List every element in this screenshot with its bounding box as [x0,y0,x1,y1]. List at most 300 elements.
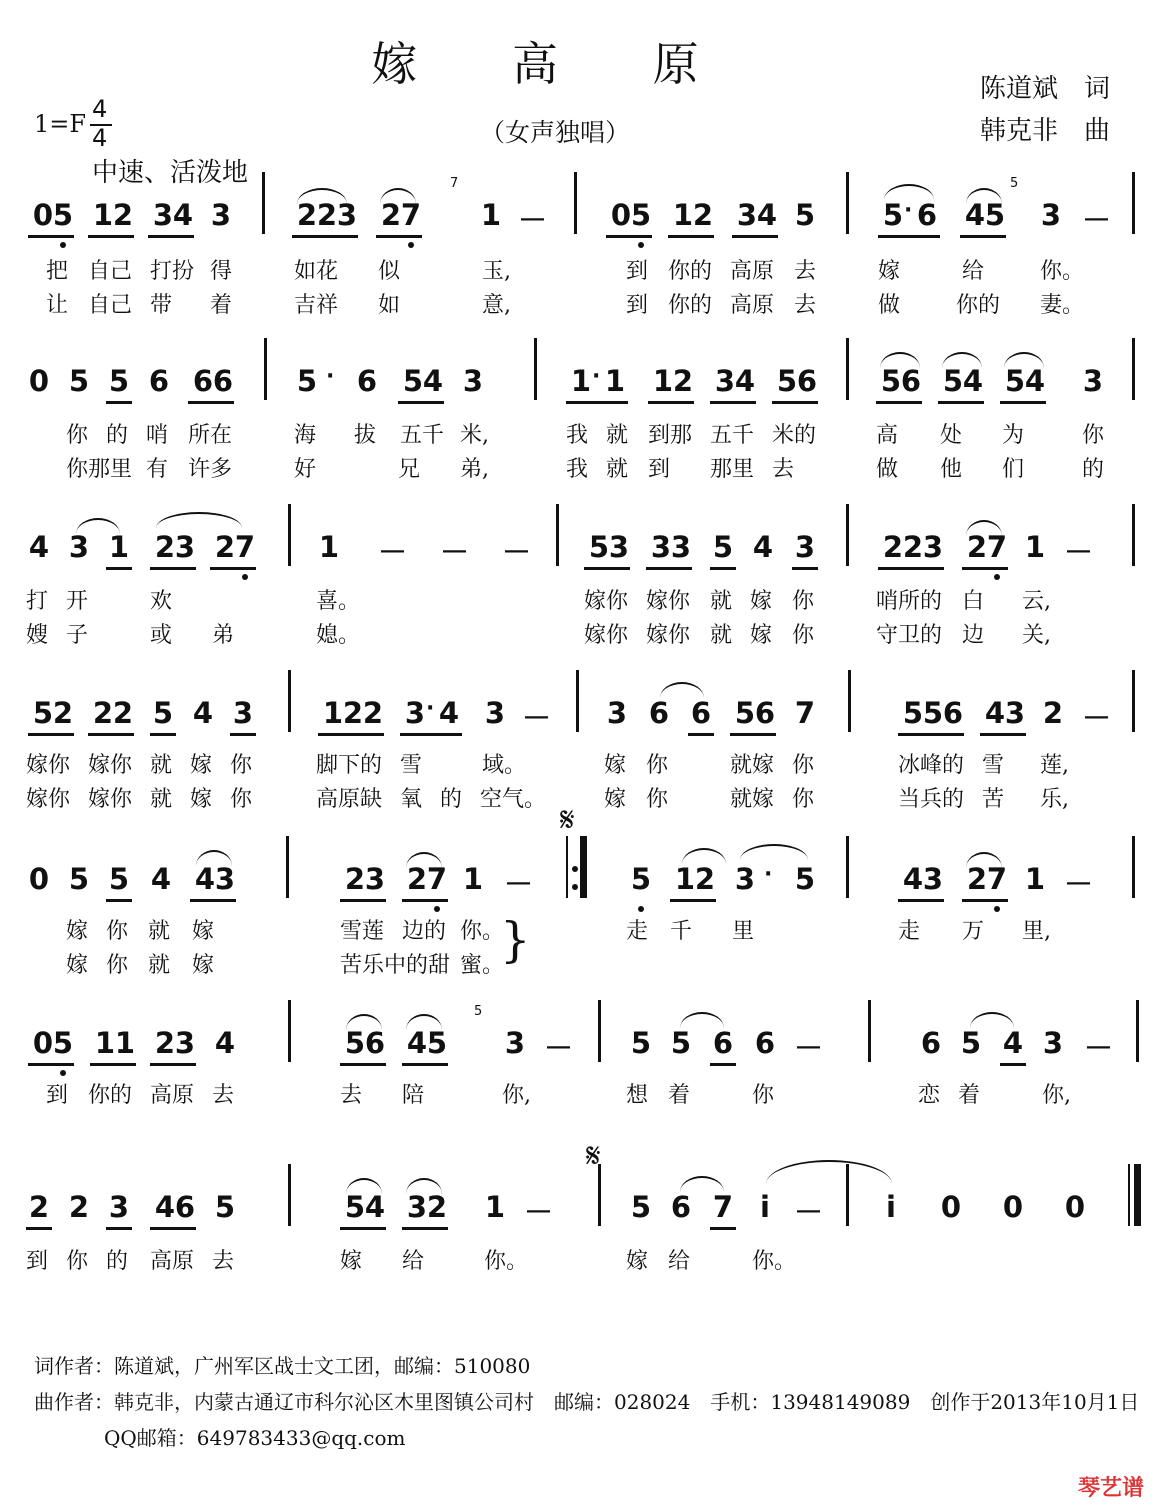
lyricist-credit: 陈道斌 词 [980,74,1111,104]
low-dot [638,242,644,248]
underline [960,235,1006,238]
lyric: 打扮 [150,259,195,284]
lyric: 的 [106,423,129,448]
note: 0 [1002,1190,1024,1224]
lyric: 去 [340,1083,363,1108]
underline [150,567,196,570]
underline [792,567,818,570]
note: 3 [734,862,756,896]
lyric: 做 [878,293,901,318]
lyrics-verse-2 [0,288,1164,318]
lyric: 苦 [982,787,1005,812]
lyric: 就 [150,787,173,812]
barline [288,1000,291,1062]
lyric: 嫁你 [584,589,629,614]
note: 6 [364,1026,386,1060]
note: 0 [28,364,50,398]
lyric: 高原 [730,259,775,284]
lyric: 玉, [482,259,511,284]
underline [566,401,628,404]
barline [264,338,267,400]
lyric: 为 [1002,423,1025,448]
note: 6 [356,364,378,398]
lyric: 你。 [484,1249,529,1274]
notes-row-5 [0,800,1164,906]
lyric: 你的 [88,1083,133,1108]
note: 4 [192,696,214,730]
note: 3 [364,862,386,896]
underline [710,567,736,570]
underline [646,567,692,570]
underline [106,899,132,902]
barline [1136,1000,1139,1062]
note: 3 [670,530,692,564]
note: 1 [462,862,484,896]
lyric: 关, [1022,623,1051,648]
lyric: 所在 [188,423,233,448]
lyric: 如花 [294,259,339,284]
underline [606,235,652,238]
note: 0 [610,198,632,232]
lyric: 高 [876,423,899,448]
note: 5 [922,696,944,730]
note: 5 [68,364,90,398]
note: 1 [652,364,674,398]
footer-composer-info: 曲作者：韩克非，内蒙古通辽市科尔沁区木里图镇公司村 邮编：028024 手机：13948149089 创作于2013年10月1日 [34,1390,1140,1414]
note: 7 [234,530,256,564]
lyrics-verse-1 [0,1244,1164,1274]
lyric: 把 [46,259,69,284]
note: 5 [630,1190,652,1224]
note: 3 [922,530,944,564]
lyric: 到 [626,293,649,318]
note: 2 [28,1190,50,1224]
underline [668,235,714,238]
barline [288,1164,291,1226]
grace-note: 7 [450,176,459,191]
lyric: 你 [792,753,815,778]
note: 3 [406,1190,428,1224]
lyric: 你 [1082,423,1105,448]
underline [898,899,944,902]
lyric: 似 [378,259,401,284]
dot: · [592,364,601,389]
barline [1132,670,1135,732]
lyric: 嫁 [878,259,901,284]
lyric: 如 [378,293,401,318]
dash: － [518,203,548,237]
lyric: 就 [148,919,171,944]
note: 6 [900,364,922,398]
lyric: 嫁 [66,919,89,944]
note: 4 [406,1026,428,1060]
note: 5 [32,696,54,730]
lyric: 的 [440,787,463,812]
lyric: 嫁你 [88,753,133,778]
lyric: 就 [710,623,733,648]
barline [846,504,849,566]
underline [230,733,256,736]
grace-note: 5 [1010,176,1019,191]
lyric: 走 [898,919,921,944]
note: 5 [902,696,924,730]
barline [848,670,851,732]
lyric: 走 [626,919,649,944]
segno-icon: 𝄋 [586,1136,601,1176]
lyric: 就 [148,953,171,978]
lyric: 打 [26,589,49,614]
note: 1 [114,1026,136,1060]
lyric: 边的 [402,919,447,944]
lyric: 意, [482,293,511,318]
final-barline-thick [1134,1164,1141,1226]
note: 3 [504,1026,526,1060]
note: 2 [92,696,114,730]
note: 6 [212,364,234,398]
note: 3 [606,696,628,730]
underline [26,1227,52,1230]
underline [376,235,422,238]
lyric: 给 [402,1249,425,1274]
lyrics-verse-2 [0,782,1164,812]
lyric: 就 [606,423,629,448]
underline [210,567,256,570]
dash: － [1084,1031,1114,1065]
note: 0 [940,1190,962,1224]
lyric: 嫁你 [26,787,71,812]
note: 6 [192,364,214,398]
lyric: 到那 [648,423,693,448]
dash: － [524,1195,554,1229]
barline [846,836,849,898]
note: 1 [480,198,502,232]
note: 6 [690,696,712,730]
lyric: 海 [294,423,317,448]
underline [88,235,134,238]
underline [318,733,384,736]
note: 2 [426,1190,448,1224]
tie [766,1160,892,1184]
note: 5 [630,1026,652,1060]
note: 5 [588,530,610,564]
lyric: 脚下的 [316,753,383,778]
lyric: 去 [212,1249,235,1274]
barline [1132,504,1135,566]
lyric: 处 [940,423,963,448]
lyric: 嫁你 [584,623,629,648]
underline [106,1227,132,1230]
lyric: 去 [212,1083,235,1108]
lyric: 雪 [982,753,1005,778]
lyric: 嫁你 [646,589,691,614]
note: 2 [966,862,988,896]
lyrics-verse-1 [0,254,1164,284]
lyric: 高原 [150,1249,195,1274]
lyric: 万 [962,919,985,944]
note: 4 [902,862,924,896]
dash: － [1082,203,1112,237]
lyric: 你。 [752,1249,797,1274]
note: 2 [68,1190,90,1224]
note: 2 [694,862,716,896]
note: 4 [438,696,460,730]
note: 3 [736,198,758,232]
lyric: 嫁 [340,1249,363,1274]
lyric: 你的 [956,293,1001,318]
lyric: 嫁 [604,787,627,812]
note: 3 [404,696,426,730]
note: 5 [712,530,734,564]
lyric: 给 [668,1249,691,1274]
lyric: 嫁 [192,919,215,944]
underline [898,733,964,736]
low-dot [434,906,440,912]
lyric: 你, [1042,1083,1071,1108]
lyric: 嫁 [626,1249,649,1274]
note: 0 [32,198,54,232]
note: 4 [28,530,50,564]
note: 3 [214,862,236,896]
lyric: 高原 [730,293,775,318]
underline [340,1227,386,1230]
dash: － [378,535,408,569]
note: 5 [984,198,1006,232]
underline [106,401,132,404]
note: 3 [714,364,736,398]
note: 6 [648,696,670,730]
lyric: 白 [962,589,985,614]
repeat-dot [572,866,578,872]
underline [402,899,448,902]
note: 5 [880,364,902,398]
lyric: 嫁 [190,753,213,778]
note: 7 [400,198,422,232]
note: 2 [1042,696,1064,730]
barline [1132,172,1135,234]
barline [868,1000,871,1062]
underline [962,899,1008,902]
note: 0 [28,862,50,896]
lyric: 你 [106,953,129,978]
lyric: 去 [794,293,817,318]
barline [286,836,289,898]
lyric: 到 [46,1083,69,1108]
lyric: 有 [146,457,169,482]
barline [598,1000,601,1062]
underline [28,1063,74,1066]
note: 3 [1042,1026,1064,1060]
note: 4 [1024,364,1046,398]
note: 6 [754,1026,776,1060]
lyric: 你 [66,423,89,448]
note: 2 [672,364,694,398]
lyric: 五千 [400,423,445,448]
note: 3 [152,198,174,232]
lyric: 去 [794,259,817,284]
barline [846,172,849,234]
lyric: 想 [626,1083,649,1108]
note: 3 [922,862,944,896]
note: 6 [920,1026,942,1060]
note: 1 [94,1026,116,1060]
notes-row-6 [0,1004,1164,1070]
song-subtitle: （女声独唱） [479,118,630,147]
barline [1132,338,1135,400]
barline [576,670,579,732]
note: 5 [68,862,90,896]
note: 2 [154,1026,176,1060]
note: 4 [734,364,756,398]
note: 2 [112,198,134,232]
lyrics-verse-1 [0,914,1164,944]
lyric: 蜜。 [460,953,505,978]
barline [262,172,265,234]
low-dot [638,906,644,912]
note: 3 [210,198,232,232]
lyric: 就嫁 [730,753,775,778]
note: i [760,1190,770,1224]
note: 4 [756,198,778,232]
note: 3 [108,1190,130,1224]
note: 5 [1004,364,1026,398]
underline [732,235,778,238]
lyric: 你, [502,1083,531,1108]
lyric: 冰峰的 [898,753,965,778]
lyric: 那里 [710,457,755,482]
lyric: 我 [566,423,589,448]
note: 1 [604,364,626,398]
note: 2 [214,530,236,564]
note: 5 [344,1190,366,1224]
note: 6 [670,1190,692,1224]
lyric: 云, [1022,589,1051,614]
underline [398,401,444,404]
note: 1 [108,530,130,564]
note: 0 [1064,1190,1086,1224]
note: 6 [174,1190,196,1224]
note: 3 [174,1026,196,1060]
lyric: 里 [732,919,755,944]
low-dot [994,574,1000,580]
note: 2 [112,696,134,730]
lyric: 米, [460,423,489,448]
underline [28,733,74,736]
underline [1000,1063,1026,1066]
note: 7 [794,696,816,730]
lyric: 着 [958,1083,981,1108]
note: 1 [1024,862,1046,896]
lyric: 边 [962,623,985,648]
note: 4 [154,1190,176,1224]
note: 4 [194,862,216,896]
slur [740,844,808,860]
note: 7 [986,862,1008,896]
lyric: 给 [962,259,985,284]
lyric: 开 [66,589,89,614]
lyric: 你 [752,1083,775,1108]
note: 5 [344,1026,366,1060]
dash: － [1064,867,1094,901]
note: 4 [984,696,1006,730]
lyric: 着 [210,293,233,318]
lyric: 嫁 [604,753,627,778]
underline [150,733,176,736]
lyric: 高原缺 [316,787,383,812]
lyric: 你 [792,787,815,812]
dot: · [764,862,773,887]
song-title: 嫁 高 原 [371,37,739,91]
note: 2 [296,198,318,232]
note: 3 [794,530,816,564]
note: 5 [734,696,756,730]
repeat-dot [572,884,578,890]
note: 2 [966,530,988,564]
note: 5 [942,364,964,398]
note: 3 [1082,364,1104,398]
dash: － [504,867,534,901]
key-signature: 1=F [34,110,87,138]
lyric: 拔 [354,423,377,448]
underline [710,1063,736,1066]
note: 4 [364,1190,386,1224]
lyric: 雪莲 [340,919,385,944]
lyric: 苦乐中的甜 [340,953,451,978]
note: 4 [150,862,172,896]
underline [980,733,1026,736]
note: 5 [794,862,816,896]
note: 4 [214,1026,236,1060]
barline [846,338,849,400]
lyric: 嫁你 [26,753,71,778]
note: 3 [232,696,254,730]
lyric: 嫁你 [646,623,691,648]
lyric: 你 [646,787,669,812]
note: 1 [318,530,340,564]
note: 2 [316,198,338,232]
note: 7 [986,530,1008,564]
underline [772,401,818,404]
lyric: 氧 [400,787,423,812]
underline [190,899,236,902]
site-logo: 琴艺谱 [1077,1476,1144,1501]
time-signature-top: 4 [92,95,108,123]
dash: － [1064,535,1094,569]
lyric: 哨 [146,423,169,448]
barline [288,504,291,566]
note: 3 [336,198,358,232]
lyric: 许多 [188,457,233,482]
note: 5 [296,364,318,398]
dash: － [440,535,470,569]
note: 4 [752,530,774,564]
lyric: 子 [66,623,89,648]
underline [188,401,234,404]
note: 2 [342,696,364,730]
lyric: 乐, [1040,787,1069,812]
underline [402,1227,448,1230]
lyric: 你 [792,589,815,614]
note: 2 [362,696,384,730]
segno-icon: 𝄋 [560,800,575,840]
underline [876,401,922,404]
low-dot [60,242,66,248]
note: 4 [1002,1026,1024,1060]
underline [730,733,776,736]
underline [1000,401,1046,404]
note: 5 [52,198,74,232]
note: 6 [796,364,818,398]
note: 1 [674,862,696,896]
